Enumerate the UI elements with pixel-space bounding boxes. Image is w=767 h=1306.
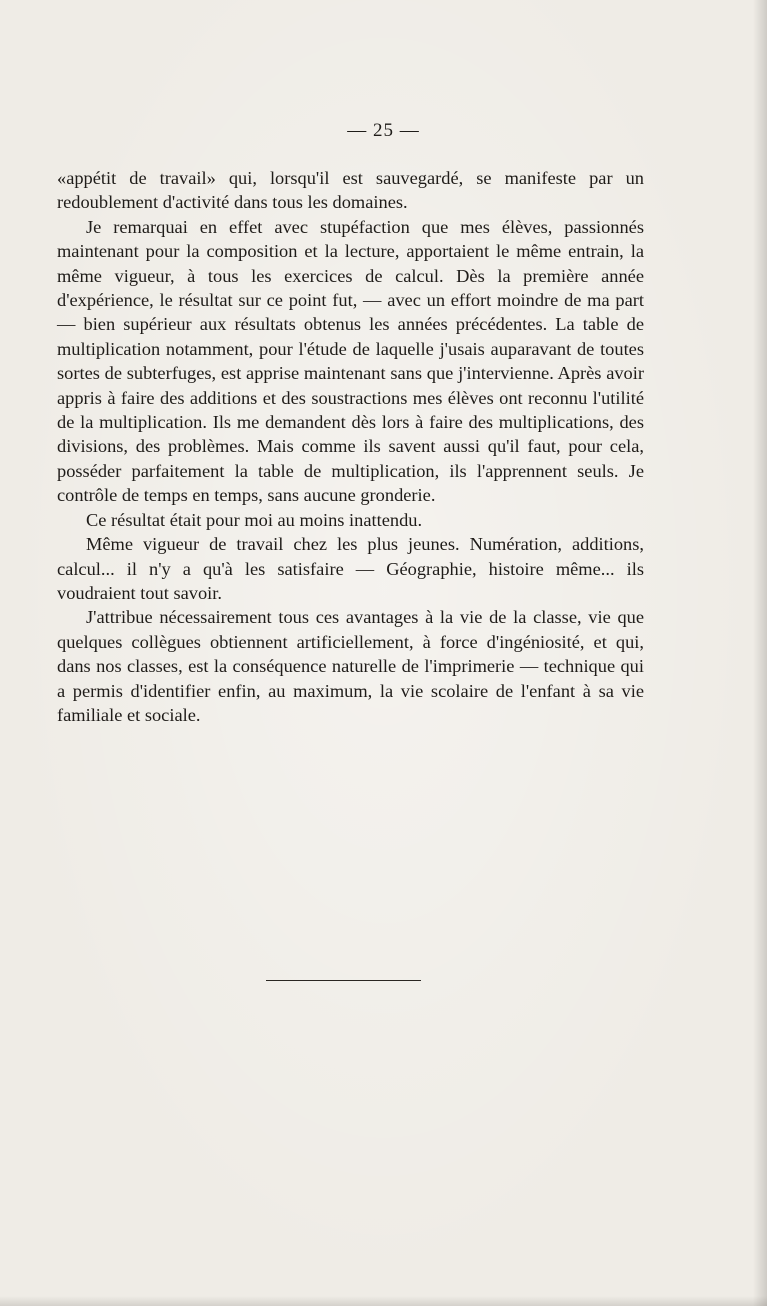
paragraph: Même vigueur de travail chez les plus jeunes. Numération, additions, calcul... il n'y a qu'à les satisfaire — Géographie, histoire même... ils voudraient tout savoir. [57,534,644,603]
paragraph: Ce résultat était pour moi au moins inattendu. [86,509,423,530]
paragraph: J'attribue nécessairement tous ces avantages à la vie de la classe, vie que quelques collègues obtiennent artificiellement, à force d'ingéniosité, et qui, dans nos classes, est la conséquence naturelle de l'imprimerie — technique qui a permis d'identifier enfin, au maximum, la vie scolaire de l'enfant à sa vie familiale et sociale. [57,607,644,725]
paragraph: «appétit de travail» qui, lorsqu'il est sauvegardé, se manifeste par un redoublement d'activité dans tous les domaines. [57,168,644,213]
page-bottom-shadow [0,1296,767,1306]
section-divider-rule [266,980,421,981]
paragraph: Je remarquai en effet avec stupéfaction que mes élèves, passionnés maintenant pour la composition et la lecture, apportaient le même entrain, la même vigueur, à tous les exercices de calcul. Dès la première année d'expérience, le résultat sur ce point fut, — avec un effort moindre de ma part — bien supérieur aux résultats obtenus les années précédentes. La table de multiplication notamment, pour l'étude de laquelle j'usais auparavant de toutes sortes de subterfuges, est apprise maintenant sans que j'intervienne. Après avoir appris à faire des additions et des soustractions mes élèves ont reconnu l'utilité de la multiplication. Ils me demandent dès lors à faire des multiplications, des divisions, des problèmes. Mais comme ils savent aussi qu'il faut, pour cela, posséder parfaitement la table de multiplication, ils l'apprennent seuls. Je contrôle de temps en temps, sans aucune gronderie. [57,216,644,506]
page-number: — 25 — [347,120,420,141]
page-edge-shadow [753,0,767,1306]
body-text [57,166,644,727]
